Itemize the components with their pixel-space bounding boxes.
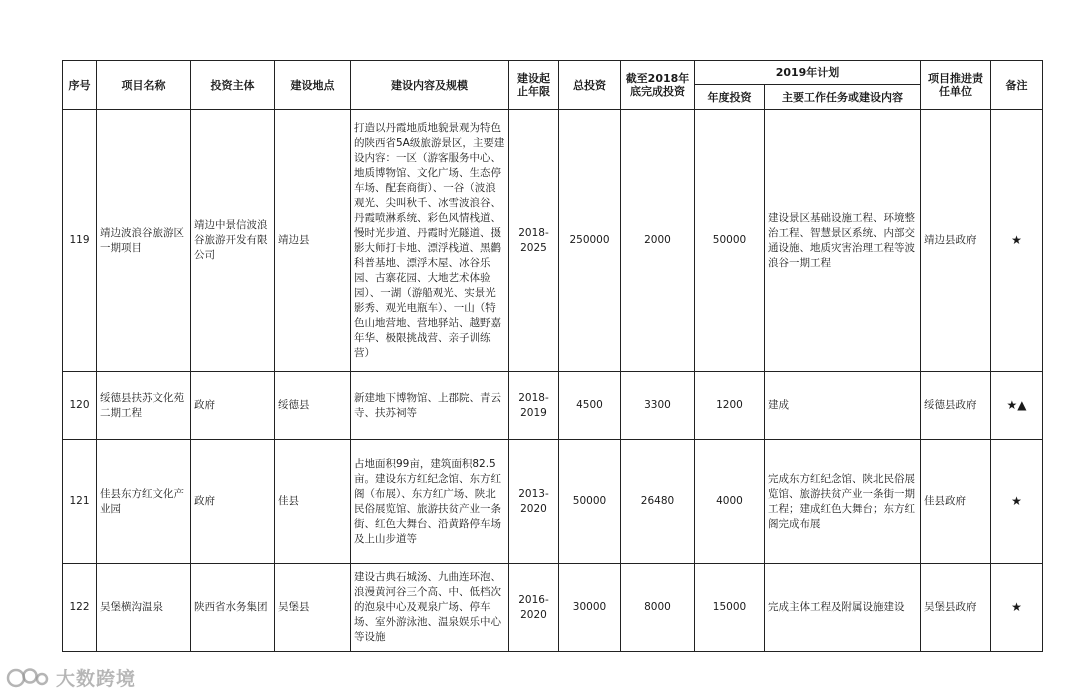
cell-done-2018: 26480 (621, 440, 695, 564)
cell-content: 占地面积99亩，建筑面积82.5亩。建设东方红纪念馆、东方红阁（布展）、东方红广场、陕北民俗展览馆、旅游扶贫产业一条街、红色大舞台、沿黄路停车场及上山步道等 (351, 440, 509, 564)
cell-done-2018: 2000 (621, 110, 695, 372)
table-row (63, 564, 1043, 652)
cell-period: 2018-2019 (509, 372, 559, 440)
watermark-text: 大数跨境 (56, 668, 137, 690)
cell-period: 2018-2025 (509, 110, 559, 372)
cell-total: 50000 (559, 440, 621, 564)
cell-unit: 吴堡县政府 (921, 564, 991, 652)
table-row (63, 110, 1043, 372)
cell-total: 250000 (559, 110, 621, 372)
cell-unit: 靖边县政府 (921, 110, 991, 372)
header-investor: 投资主体 (191, 61, 275, 110)
table-row (63, 372, 1043, 440)
cell-done-2018: 3300 (621, 372, 695, 440)
header-name: 项目名称 (97, 61, 191, 110)
cell-period: 2013-2020 (509, 440, 559, 564)
cell-name: 绥德县扶苏文化苑二期工程 (97, 372, 191, 440)
cell-annual: 15000 (695, 564, 765, 652)
watermark (6, 664, 136, 691)
cell-investor: 政府 (191, 440, 275, 564)
cell-tasks: 完成东方红纪念馆、陕北民俗展览馆、旅游扶贫产业一条街一期工程；建成红色大舞台；东方红阁完成布展 (765, 440, 921, 564)
cell-name: 靖边波浪谷旅游区一期项目 (97, 110, 191, 372)
cell-total: 4500 (559, 372, 621, 440)
cell-done-2018: 8000 (621, 564, 695, 652)
cell-annual: 50000 (695, 110, 765, 372)
brand-logo-icon (6, 665, 50, 691)
cell-tasks: 完成主体工程及附属设施建设 (765, 564, 921, 652)
cell-tasks: 建成 (765, 372, 921, 440)
cell-remark: ★ (991, 440, 1043, 564)
cell-no: 122 (63, 564, 97, 652)
cell-location: 佳县 (275, 440, 351, 564)
cell-no: 121 (63, 440, 97, 564)
cell-period: 2016-2020 (509, 564, 559, 652)
cell-investor: 政府 (191, 372, 275, 440)
cell-name: 佳县东方红文化产业园 (97, 440, 191, 564)
header-done-2018: 截至2018年底完成投资 (621, 61, 695, 110)
cell-annual: 1200 (695, 372, 765, 440)
cell-name: 吴堡横沟温泉 (97, 564, 191, 652)
cell-annual: 4000 (695, 440, 765, 564)
cell-investor: 陕西省水务集团 (191, 564, 275, 652)
header-location: 建设地点 (275, 61, 351, 110)
header-total: 总投资 (559, 61, 621, 110)
cell-tasks: 建设景区基础设施工程、环境整治工程、智慧景区系统、内部交通设施、地质灾害治理工程等波浪谷一期工程 (765, 110, 921, 372)
header-remark: 备注 (991, 61, 1043, 110)
cell-investor: 靖边中景信波浪谷旅游开发有限公司 (191, 110, 275, 372)
table-row (63, 440, 1043, 564)
header-unit: 项目推进责任单位 (921, 61, 991, 110)
project-table (62, 60, 1043, 652)
cell-no: 120 (63, 372, 97, 440)
cell-total: 30000 (559, 564, 621, 652)
cell-content: 打造以丹霞地质地貌景观为特色的陕西省5A级旅游景区，主要建设内容：一区（游客服务中心、地质博物馆、文化广场、生态停车场、配套商街）、一谷（波浪观光、尖叫秋千、冰雪波浪谷、丹霞喷淋系统、彩色风情栈道、慢时光步道、丹霞时光隧道、摄影大师打卡地、漂浮栈道、黑鹳科普基地、漂浮木屋、冰谷乐园、古寨花园、大地艺术体验园）、一湖（游船观光、实景光影秀、观光电瓶车）、一山（特色山地营地、营地驿站、越野嘉年华、极限挑战营、亲子训练营） (351, 110, 509, 372)
cell-remark: ★▲ (991, 372, 1043, 440)
cell-location: 吴堡县 (275, 564, 351, 652)
cell-no: 119 (63, 110, 97, 372)
cell-remark: ★ (991, 110, 1043, 372)
header-no: 序号 (63, 61, 97, 110)
cell-remark: ★ (991, 564, 1043, 652)
header-tasks: 主要工作任务或建设内容 (765, 85, 921, 110)
cell-location: 靖边县 (275, 110, 351, 372)
header-period: 建设起止年限 (509, 61, 559, 110)
header-plan-2019: 2019年计划 (695, 61, 921, 85)
header-annual: 年度投资 (695, 85, 765, 110)
header-content: 建设内容及规模 (351, 61, 509, 110)
cell-location: 绥德县 (275, 372, 351, 440)
cell-content: 建设古典石城汤、九曲连环泡、浪漫黄河谷三个高、中、低档次的泡泉中心及观泉广场、停车场、室外游泳池、温泉娱乐中心等设施 (351, 564, 509, 652)
cell-content: 新建地下博物馆、上郡院、青云寺、扶苏祠等 (351, 372, 509, 440)
cell-unit: 佳县政府 (921, 440, 991, 564)
cell-unit: 绥德县政府 (921, 372, 991, 440)
